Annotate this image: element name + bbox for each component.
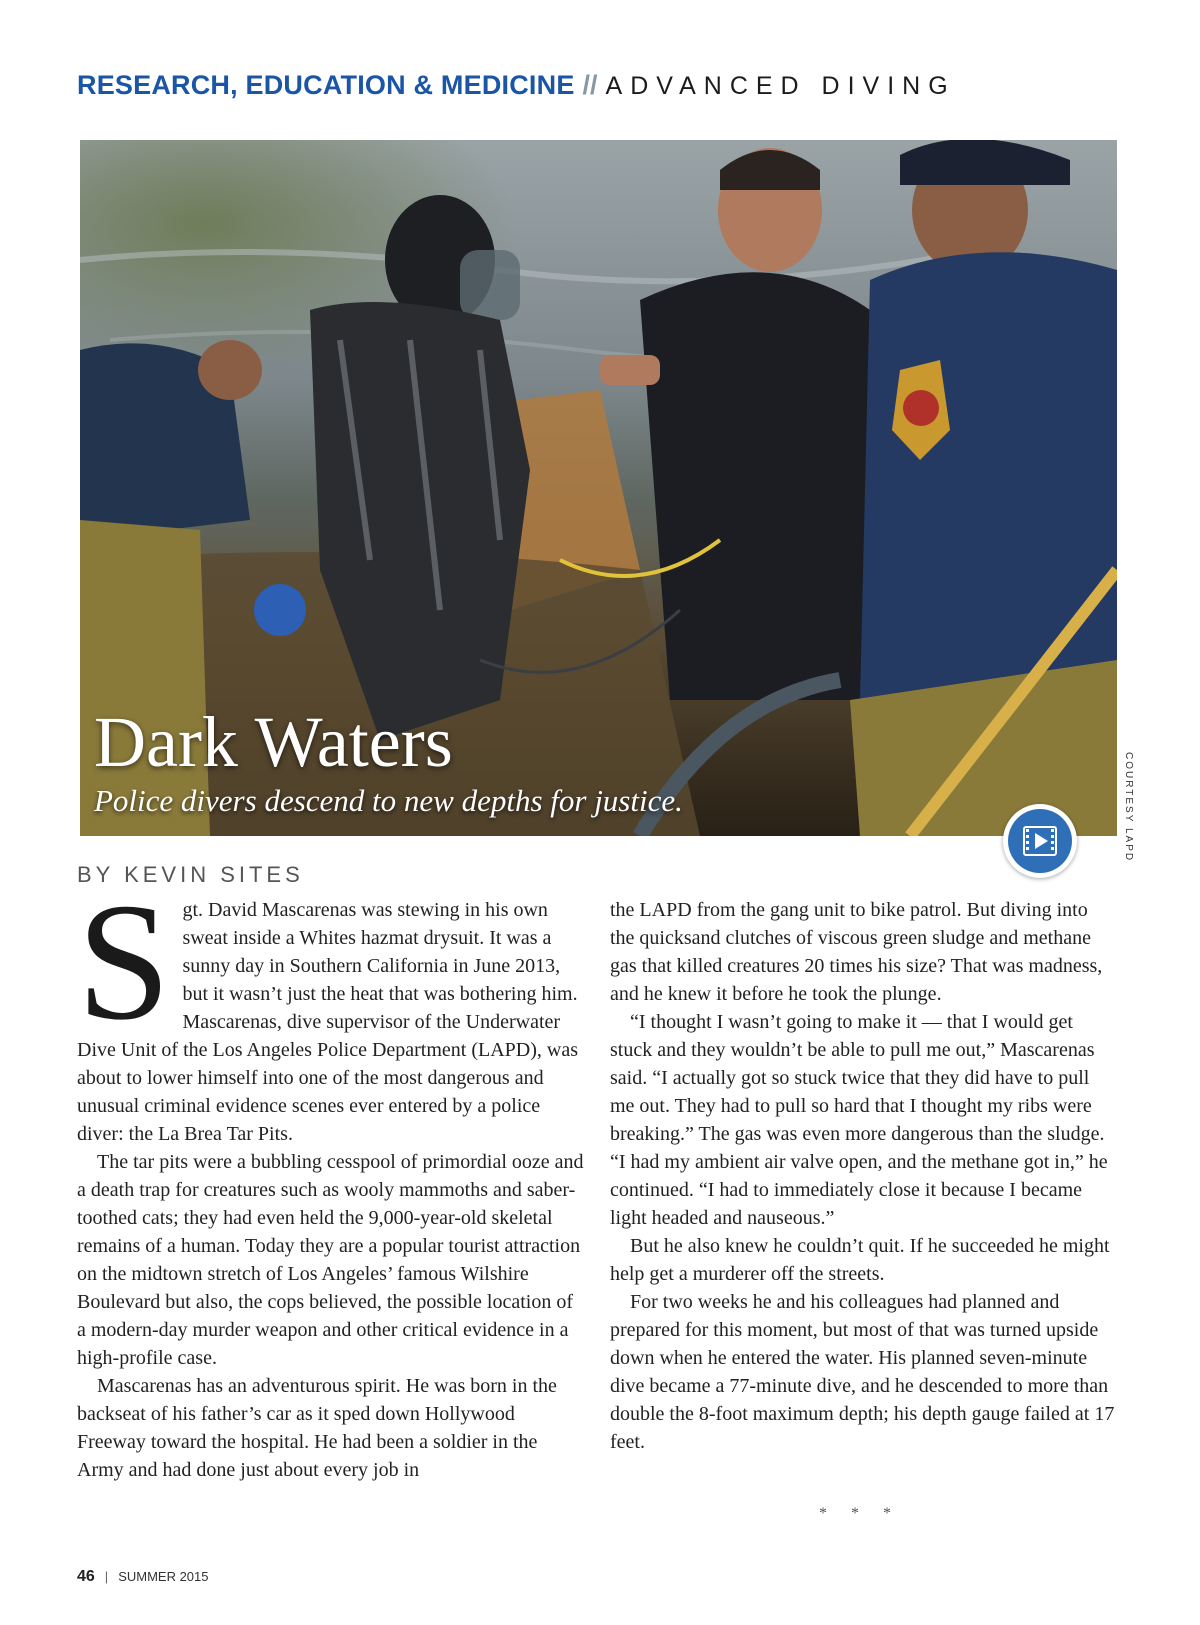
article-paragraph: “I thought I wasn’t going to make it — that I would get stuck and they wouldn’t be able to pull me out,” Mascarenas said. “I actually got so stuck twice that they did have to pull me out. They had to pull so hard that I thought my ribs were breaking.” The gas was even more dangerous than the sludge. “I had my ambient air valve open, and the methane got in,” he continued. “I had to immediately close it because I became light headed and nauseous.” (610, 1011, 1108, 1229)
hero-photo (80, 140, 1117, 836)
issue-label: SUMMER 2015 (118, 1569, 209, 1584)
subsection-title: ADVANCED DIVING (605, 72, 956, 100)
article-paragraph: But he also knew he couldn’t quit. If he succeeded he might help get a murderer off the streets. (610, 1235, 1110, 1285)
drop-cap: S (77, 869, 171, 1055)
article-paragraph: The tar pits were a bubbling cesspool of primordial ooze and a death trap for creatures such as wooly mammoths and saber-toothed cats; they had even held the 9,000-year-old skeletal remains of a human. Today they are a popular tourist attraction on the midtown stretch of Los Angeles’ famous Wilshire Boulevard but also, the cops believed, the possible location of a modern-day murder weapon and other critical evidence in a high-profile case. (77, 1151, 584, 1369)
section-header (77, 70, 956, 110)
article-paragraph: Sgt. David Mascarenas was stewing in his own sweat inside a Whites hazmat drysuit. It was a sunny day in Southern California in June 2013, but it wasn’t just the heat that was bothering him. Mascarenas, dive supervisor of the Underwater Dive Unit of the Los Angeles Police Department (LAPD), was about to lower himself into one of the most dangerous and unusual criminal evidence scenes ever entered by a police diver: the La Brea Tar Pits. (77, 869, 579, 1145)
play-video-icon (1008, 809, 1072, 873)
page-number: 46 (77, 1568, 95, 1585)
photo-credit: COURTESY LAPD (1123, 752, 1134, 863)
section-break: * * * (819, 1505, 901, 1522)
play-video-button[interactable] (1003, 804, 1077, 878)
article-paragraph: For two weeks he and his colleagues had planned and prepared for this moment, but most of that was turned upside down when he entered the water. His planned seven-minute dive became a 77-minute dive, and he descended to more than double the 8-foot maximum depth; his depth gauge failed at 17 feet. (610, 1291, 1115, 1453)
article-title: Dark Waters (94, 702, 453, 782)
article-column-right (610, 896, 1117, 1456)
section-title: RESEARCH, EDUCATION & MEDICINE (77, 70, 575, 100)
page-footer (77, 1568, 209, 1586)
byline: BY KEVIN SITES (77, 862, 304, 887)
header-separator: // (582, 70, 598, 100)
article-paragraph: the LAPD from the gang unit to bike patrol. But diving into the quicksand clutches of viscous green sludge and methane gas that killed creatures 20 times his size? That was madness, and he knew it before he took the plunge. (610, 899, 1103, 1005)
article-paragraph: Mascarenas has an adventurous spirit. He was born in the backseat of his father’s car as it sped down Hollywood Freeway toward the hospital. He had been a soldier in the Army and had done just about every job in (77, 1375, 557, 1481)
article-subtitle: Police divers descend to new depths for justice. (94, 783, 683, 818)
footer-divider: | (104, 1569, 109, 1584)
